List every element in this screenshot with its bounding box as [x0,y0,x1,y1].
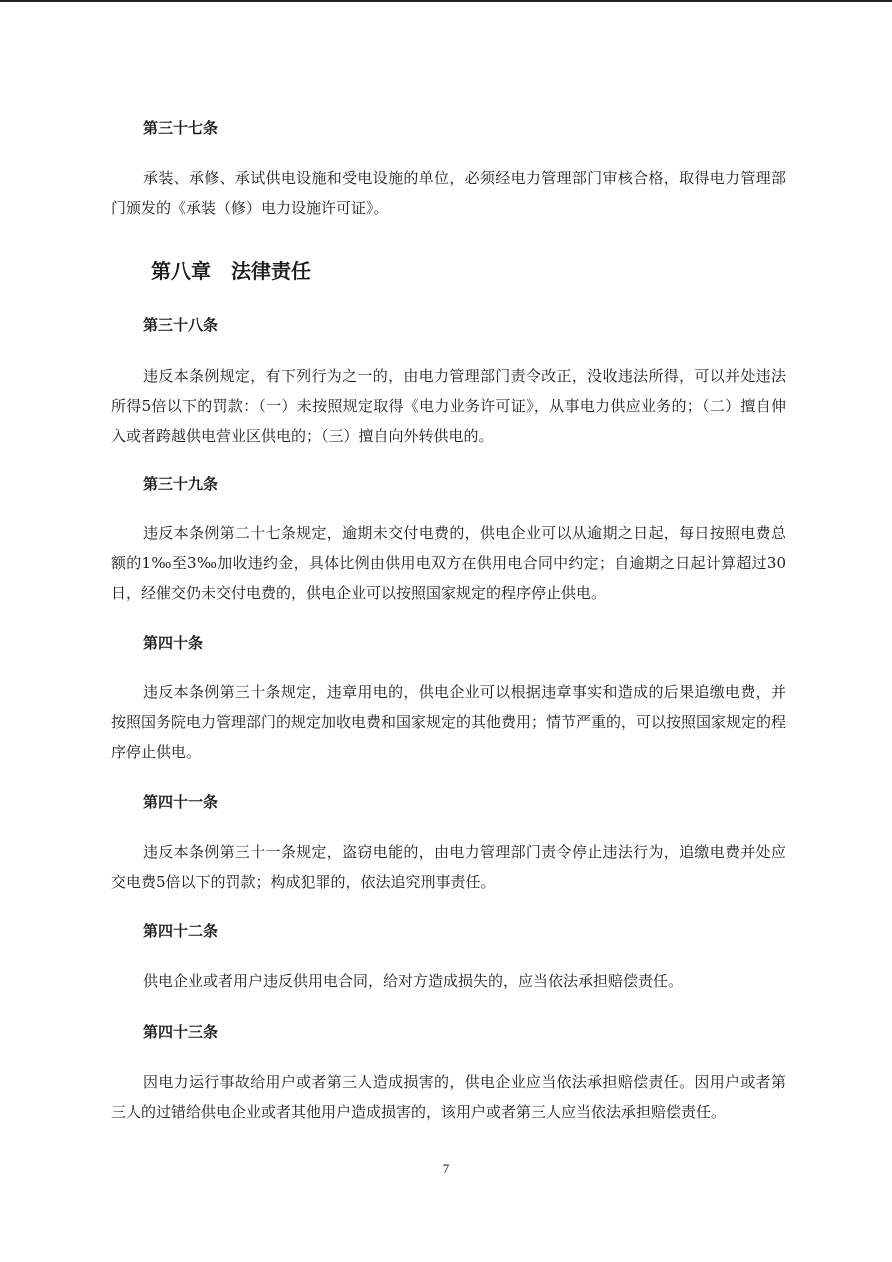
article-43-heading: 第四十三条 [143,1023,219,1041]
article-37-text: 承装、承修、承试供电设施和受电设施的单位，必须经电力管理部门审核合格，取得电力管理部门颁发的《承装（修）电力设施许可证》。 [111,169,786,217]
article-40-heading: 第四十条 [143,634,204,652]
page-top-border [0,0,892,2]
page-number: 7 [442,1161,450,1176]
article-39-text: 违反本条例第二十七条规定，逾期未交付电费的，供电企业可以从逾期之日起，每日按照电费总额的1‰至3‰加收违约金，具体比例由供用电双方在供用电合同中约定；自逾期之日起计算超过30日，经催交仍未交付电费的，供电企业可以按照国家规定的程序停止供电。 [111,524,786,602]
article-43-text: 因电力运行事故给用户或者第三人造成损害的，供电企业应当依法承担赔偿责任。因用户或者第三人的过错给供电企业或者其他用户造成损害的，该用户或者第三人应当依法承担赔偿责任。 [111,1073,786,1121]
article-42-heading: 第四十二条 [143,922,219,940]
article-42-text: 供电企业或者用户违反供用电合同，给对方造成损失的，应当依法承担赔偿责任。 [143,972,684,990]
article-37-heading: 第三十七条 [143,119,219,137]
article-38-heading: 第三十八条 [143,316,219,334]
article-40-text: 违反本条例第三十条规定，违章用电的，供电企业可以根据违章事实和造成的后果追缴电费，并按照国务院电力管理部门的规定加收电费和国家规定的其他费用；情节严重的，可以按照国家规定的程序停止供电。 [111,683,787,761]
article-39-heading: 第三十九条 [143,475,219,493]
chapter-8-heading: 第八章 法律责任 [151,259,311,283]
article-41-text: 违反本条例第三十一条规定，盗窃电能的，由电力管理部门责令停止违法行为，追缴电费并处应交电费5倍以下的罚款；构成犯罪的，依法追究刑事责任。 [111,843,786,891]
article-41-heading: 第四十一条 [143,793,219,811]
article-38-text: 违反本条例规定，有下列行为之一的，由电力管理部门责令改正，没收违法所得，可以并处违法所得5倍以下的罚款：（一）未按照规定取得《电力业务许可证》，从事电力供应业务的；（二）擅自伸入或者跨越供电营业区供电的；（三）擅自向外转供电的。 [111,367,786,445]
